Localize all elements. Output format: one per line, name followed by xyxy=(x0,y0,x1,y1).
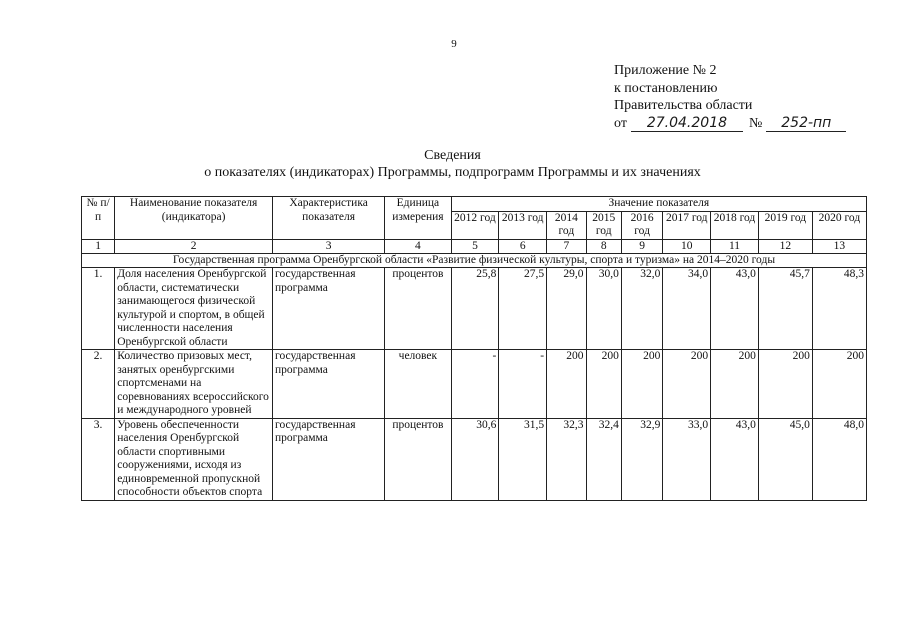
row-value: 200 xyxy=(758,350,812,419)
column-number: 4 xyxy=(385,239,451,253)
header-unit: Единица измерения xyxy=(385,197,451,240)
row-value: - xyxy=(499,350,547,419)
header-year: 2019 год xyxy=(758,211,812,239)
handwritten-date: 27.04.2018 xyxy=(631,116,743,132)
appendix-block xyxy=(614,62,846,132)
appendix-line-2: к постановлению xyxy=(614,80,718,96)
row-value: 32,9 xyxy=(621,418,663,500)
page-number: 9 xyxy=(451,38,457,50)
row-value: 43,0 xyxy=(711,268,759,350)
column-number: 2 xyxy=(115,239,273,253)
appendix-line-3: Правительства области xyxy=(614,98,753,113)
header-characteristic: Характеристика показателя xyxy=(273,197,385,240)
row-unit: процентов xyxy=(385,418,451,500)
from-label: от xyxy=(614,115,627,131)
row-value: 200 xyxy=(663,350,711,419)
row-value: 27,5 xyxy=(499,268,547,350)
row-value: 30,0 xyxy=(586,268,621,350)
row-value: 32,0 xyxy=(621,268,663,350)
header-year: 2016 год xyxy=(621,211,663,239)
row-value: 200 xyxy=(812,350,866,419)
header-year: 2015 год xyxy=(586,211,621,239)
row-value: 32,3 xyxy=(547,418,586,500)
row-value: 31,5 xyxy=(499,418,547,500)
row-value: 29,0 xyxy=(547,268,586,350)
handwritten-number: 252-пп xyxy=(766,116,846,132)
row-num: 1. xyxy=(82,268,115,350)
row-unit: процентов xyxy=(385,268,451,350)
column-number: 10 xyxy=(663,239,711,253)
column-number: 7 xyxy=(547,239,586,253)
number-label: № xyxy=(748,115,763,131)
row-value: 48,3 xyxy=(812,268,866,350)
column-numbers-row xyxy=(82,239,867,253)
program-title-row xyxy=(82,253,867,268)
table-row xyxy=(82,268,867,350)
row-unit: человек xyxy=(385,350,451,419)
row-value: 48,0 xyxy=(812,418,866,500)
column-number: 6 xyxy=(499,239,547,253)
row-name: Доля населения Оренбургской области, систематически занимающегося физической культурой и спортом, в общей численности населения Оренбургской области xyxy=(115,268,273,350)
row-value: 25,8 xyxy=(451,268,499,350)
column-number: 1 xyxy=(82,239,115,253)
appendix-line-1: Приложение № 2 xyxy=(614,63,717,78)
row-num: 3. xyxy=(82,418,115,500)
header-year: 2013 год xyxy=(499,211,547,239)
column-number: 8 xyxy=(586,239,621,253)
row-value: 200 xyxy=(711,350,759,419)
row-characteristic: государственная программа xyxy=(273,268,385,350)
header-year: 2018 год xyxy=(711,211,759,239)
appendix-date-line xyxy=(614,115,846,133)
header-values-group: Значение показателя xyxy=(451,197,866,212)
column-number: 11 xyxy=(711,239,759,253)
table-row xyxy=(82,418,867,500)
row-value: - xyxy=(451,350,499,419)
indicators-table xyxy=(81,196,867,501)
table-row xyxy=(82,350,867,419)
header-num: № п/п xyxy=(82,197,115,240)
row-value: 200 xyxy=(586,350,621,419)
document-title: Сведения xyxy=(424,148,481,163)
column-number: 12 xyxy=(758,239,812,253)
row-value: 200 xyxy=(621,350,663,419)
row-value: 45,7 xyxy=(758,268,812,350)
header-year: 2014 год xyxy=(547,211,586,239)
row-value: 34,0 xyxy=(663,268,711,350)
row-value: 45,0 xyxy=(758,418,812,500)
document-subtitle: о показателях (индикаторах) Программы, подпрограмм Программы и их значениях xyxy=(204,165,701,180)
row-value: 32,4 xyxy=(586,418,621,500)
row-characteristic: государственная программа xyxy=(273,350,385,419)
column-number: 5 xyxy=(451,239,499,253)
header-year: 2017 год xyxy=(663,211,711,239)
row-name: Уровень обеспеченности населения Оренбургской области спортивными сооружениями, исходя из единовременной пропускной способности объектов спорта xyxy=(115,418,273,500)
row-value: 43,0 xyxy=(711,418,759,500)
row-num: 2. xyxy=(82,350,115,419)
header-name: Наименование показателя (индикатора) xyxy=(115,197,273,240)
header-year: 2012 год xyxy=(451,211,499,239)
column-number: 13 xyxy=(812,239,866,253)
column-number: 9 xyxy=(621,239,663,253)
row-value: 30,6 xyxy=(451,418,499,500)
row-value: 200 xyxy=(547,350,586,419)
row-value: 33,0 xyxy=(663,418,711,500)
row-characteristic: государственная программа xyxy=(273,418,385,500)
row-name: Количество призовых мест, занятых оренбургскими спортсменами на соревнованиях всероссийского и международного уровней xyxy=(115,350,273,419)
header-year: 2020 год xyxy=(812,211,866,239)
program-title: Государственная программа Оренбургской области «Развитие физической культуры, спорта и туризма» на 2014–2020 годы xyxy=(82,253,867,268)
column-number: 3 xyxy=(273,239,385,253)
